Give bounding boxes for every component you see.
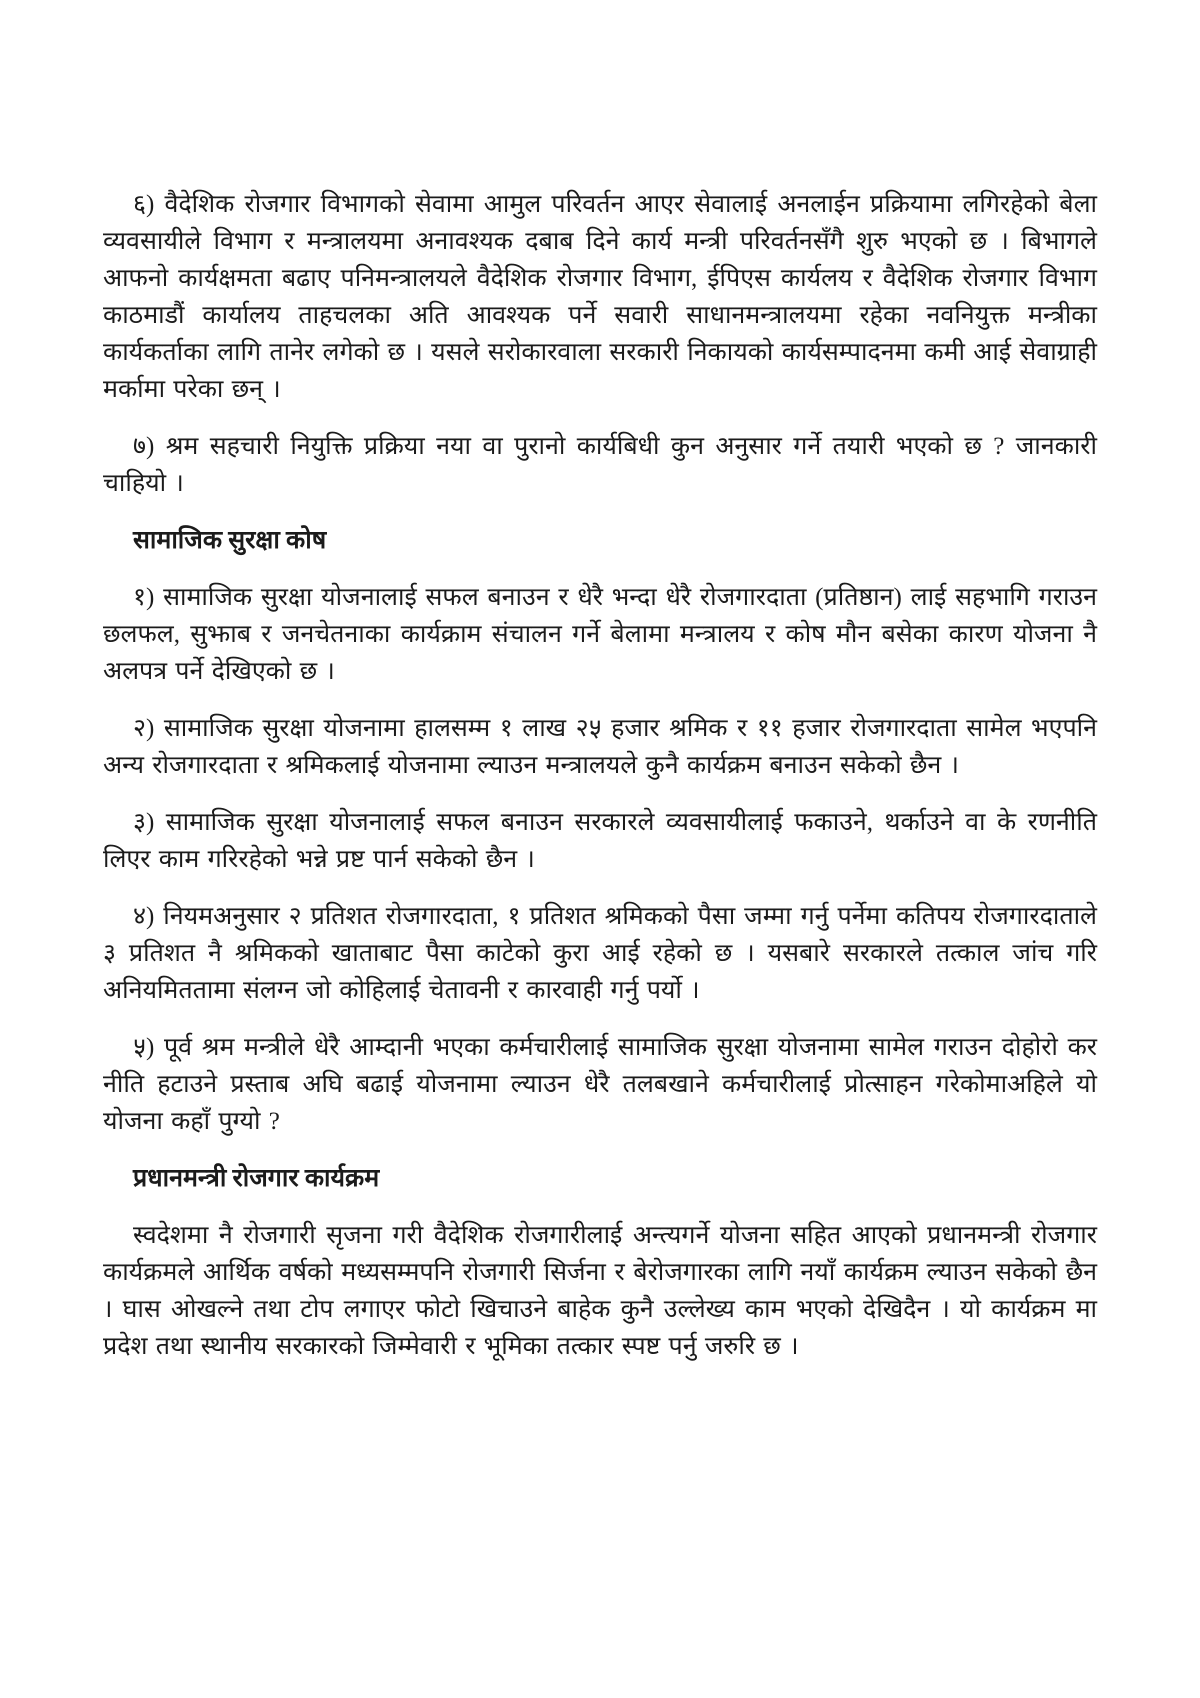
paragraph-point-4: ४) नियमअनुसार २ प्रतिशत रोजगारदाता, १ प्रतिशत श्रमिकको पैसा जम्मा गर्नु पर्नेमा कतिपय रोजगारदाताले ३ प्रतिशत नै श्रमिकको खाताबाट पैसा काटेको कुरा आई रहेको छ । यसबारे सरकारले तत्काल जांच गरि अनियमिततामा संलग्न जो कोहिलाई चेतावनी र कारवाही गर्नु पर्यो । (103, 903, 1097, 1004)
paragraph-point-3: ३) सामाजिक सुरक्षा योजनालाई सफल बनाउन सरकारले व्यवसायीलाई फकाउने, थर्काउने वा के रणनीति लिएर काम गरिरहेको भन्ने प्रष्ट पार्न सकेको छैन । (103, 809, 1097, 873)
paragraph-point-1: १) सामाजिक सुरक्षा योजनालाई सफल बनाउन र धेरै भन्दा धेरै रोजगारदाता (प्रतिष्ठान) लाई सहभागि गराउन छलफल, सुझाब र जनचेतनाका कार्यक्राम संचालन गर्ने बेलामा मन्त्रालय र कोष मौन बसेका कारण योजना नै अलपत्र पर्ने देखिएको छ । (103, 584, 1097, 685)
section-heading-social-security-fund: सामाजिक सुरक्षा कोष (133, 527, 327, 554)
paragraph-point-2: २) सामाजिक सुरक्षा योजनामा हालसम्म १ लाख २५ हजार श्रमिक र ११ हजार रोजगारदाता सामेल भएपनि अन्य रोजगारदाता र श्रमिकलाई योजनामा ल्याउन मन्त्रालयले कुनै कार्यक्रम बनाउन सकेको छैन । (103, 715, 1097, 779)
paragraph-pm-employment-program: स्वदेशमा नै रोजगारी सृजना गरी वैदेशिक रोजगारीलाई अन्त्यगर्ने योजना सहित आएको प्रधानमन्त्री रोजगार कार्यक्रमले आर्थिक वर्षको मध्यसम्मपनि रोजगारी सिर्जना र बेरोजगारका लागि नयाँ कार्यक्रम ल्याउन सकेको छैन । घास ओखल्ने तथा टोप लगाएर फोटो खिचाउने बाहेक कुनै उल्लेख्य काम भएको देखिदैन । यो कार्यक्रम मा प्रदेश तथा स्थानीय सरकारको जिम्मेवारी र भूमिका तत्कार स्पष्ट पर्नु जरुरि छ । (103, 1222, 1098, 1360)
paragraph-point-5: ५) पूर्व श्रम मन्त्रीले धेरै आम्दानी भएका कर्मचारीलाई सामाजिक सुरक्षा योजनामा सामेल गराउन दोहोरो कर नीति हटाउने प्रस्ताब अघि बढाई योजनामा ल्याउन धेरै तलबखाने कर्मचारीलाई प्रोत्साहन गरेकोमाअहिले यो योजना कहाँ पुग्यो ? (103, 1034, 1097, 1135)
section-heading-pm-employment-program: प्रधानमन्त्री रोजगार कार्यक्रम (133, 1165, 380, 1192)
paragraph-point-7: ७) श्रम सहचारी नियुक्ति प्रक्रिया नया वा पुरानो कार्यबिधी कुन अनुसार गर्ने तयारी भएको छ ? जानकारी चाहियो । (103, 433, 1097, 497)
paragraph-point-6: ६) वैदेशिक रोजगार विभागको सेवामा आमुल परिवर्तन आएर सेवालाई अनलाईन प्रक्रियामा लगिरहेको बेला व्यवसायीले विभाग र मन्त्रालयमा अनावश्यक दबाब दिने कार्य मन्त्री परिवर्तनसँगै शुरु भएको छ । बिभागले आफनो कार्यक्षमता बढाए पनिमन्त्रालयले वैदेशिक रोजगार विभाग, ईपिएस कार्यलय र वैदेशिक रोजगार विभाग काठमाडौं कार्यालय ताहचलका अति आवश्यक पर्ने सवारी साधानमन्त्रालयमा रहेका नवनियुक्त मन्त्रीका कार्यकर्ताका लागि तानेर लगेको छ । यसले सरोकारवाला सरकारी निकायको कार्यसम्पादनमा कमी आई सेवाग्राही मर्कामा परेका छन् । (103, 191, 1098, 403)
